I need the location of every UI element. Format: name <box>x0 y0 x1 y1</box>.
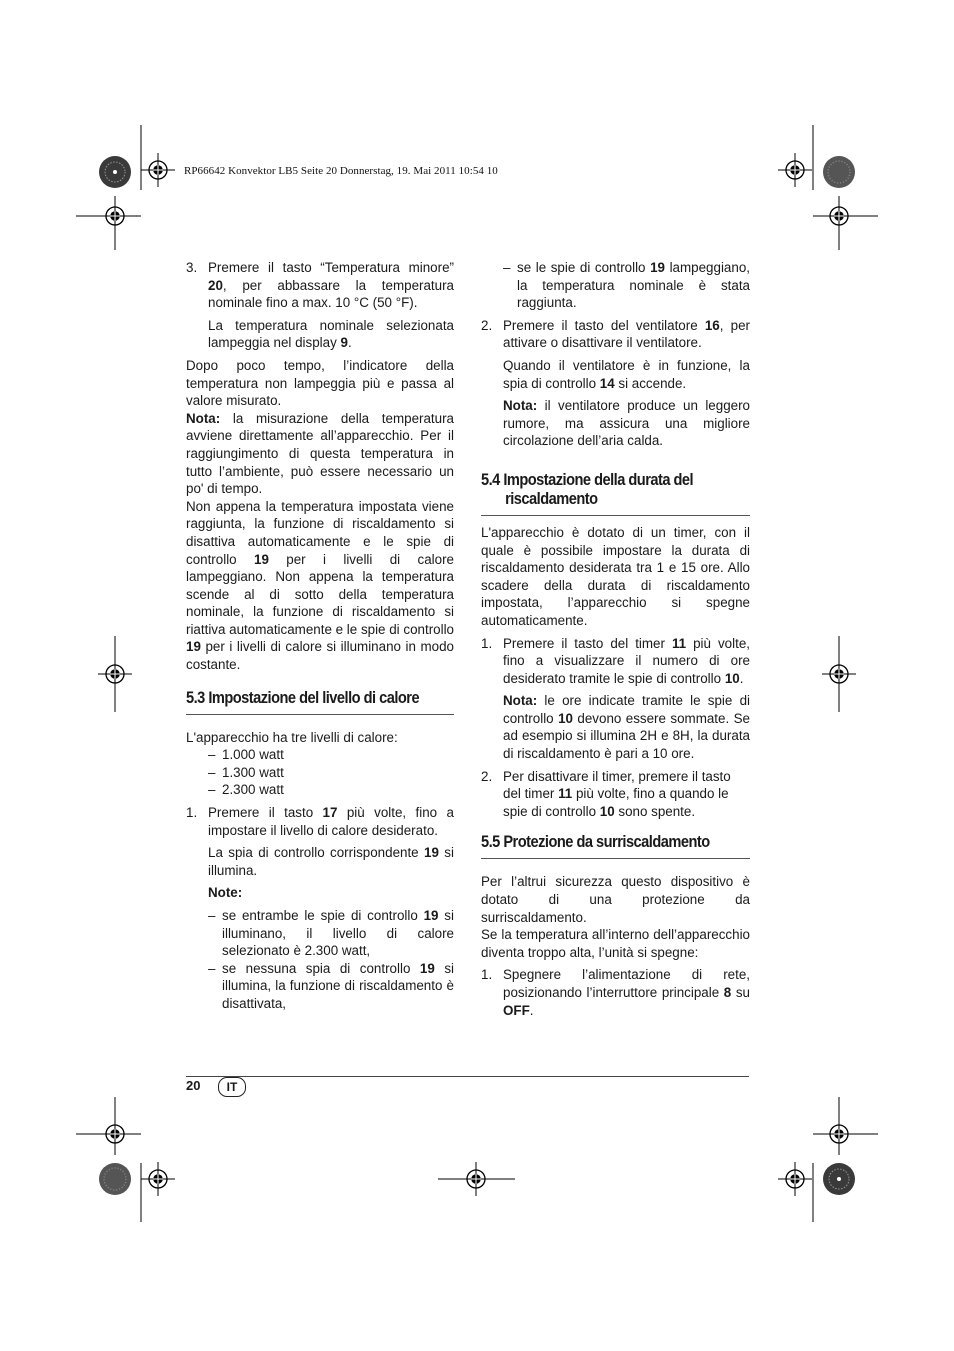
list-item: – 1.000 watt <box>208 747 284 763</box>
heat-levels-list <box>186 746 454 799</box>
print-slug-header: RP66642 Konvektor LB5 Seite 20 Donnerstag, 19. Mai 2011 10:54 10 <box>184 165 498 177</box>
list-item: – 2.300 watt <box>208 782 284 798</box>
list-item: – 1.300 watt <box>208 764 284 780</box>
starburst-bottom-right <box>823 1163 855 1195</box>
section-5-4-heading-wrap <box>481 470 750 516</box>
page-number: 20 <box>186 1078 201 1093</box>
paragraph: L'apparecchio ha tre livelli di calore: <box>186 729 398 745</box>
left-column <box>186 259 454 1013</box>
nota-paragraph: Nota: le ore indicate tramite le spie di controllo 10 devono essere sommate. Se ad esempio si illumina 2H e 8H, la durata di riscaldamento è pari a 10 ore. <box>503 693 751 762</box>
language-badge: IT <box>218 1077 246 1097</box>
starburst-bottom-left <box>99 1163 131 1195</box>
section-heading-line2: riscaldamento <box>505 488 598 508</box>
list-item: – se nessuna spia di controllo 19 si illumina, la funzione di riscaldamento è disattivata, <box>208 960 454 1011</box>
paragraph: Non appena la temperatura impostata viene raggiunta, la funzione di riscaldamento si disattiva automaticamente e le spie di controllo 19 per i livelli di calore lampeggiano. Non appena la temperatura scende al di sotto della temperatura nominale, la funzione di riscaldamento si riattiva automaticamente e le spie di controllo 19 per i livelli di calore si illuminano in modo costante. <box>186 498 455 673</box>
section-5-5-heading-wrap <box>481 832 750 859</box>
paragraph: L'apparecchio è dotato di un timer, con il quale è possibile impostare la durata di riscaldamento desiderata tra 1 e 15 ore. Allo scadere della durata di riscaldamento impostata, l’apparecchio si spegne automaticamente. <box>481 524 750 628</box>
step-2-note: Quando il ventilatore è in funzione, la spia di controllo 14 si accende. <box>503 357 750 391</box>
step-1-note: La spia di controllo corrispondente 19 si illumina. <box>208 845 454 878</box>
step-1: 1. Premere il tasto 17 più volte, fino a impostare il livello di calore desiderato. <box>186 805 454 838</box>
step-2: 2. Premere il tasto del ventilatore 16, per attivare o disattivare il ventilatore. <box>481 317 750 351</box>
section-5-3-heading-wrap <box>186 688 454 715</box>
paragraph: Dopo poco tempo, l’indicatore della temperatura non lampeggia più e passa al valore misurato. <box>186 357 454 409</box>
notes-list <box>186 907 454 1013</box>
right-column <box>481 259 750 1019</box>
step-2: 2. Per disattivare il timer, premere il tasto del timer 11 più volte, fino a quando le spie di controllo 10 sono spente. <box>481 768 731 819</box>
paragraph: Per l’altrui sicurezza questo dispositivo è dotato di una protezione da surriscaldamento. <box>481 874 750 925</box>
note-label: Note: <box>208 885 243 901</box>
step-number: 3. <box>186 260 198 275</box>
step-3: 3. Premere il tasto “Temperatura minore” 20, per abbassare la temperatura nominale fino a max. 10 °C (50 °F). <box>186 260 454 311</box>
starburst-top-right <box>823 156 855 188</box>
list-item: – se le spie di controllo 19 lampeggiano, la temperatura nominale è stata raggiunta. <box>503 260 750 311</box>
section-heading: 5.5 Protezione da surriscaldamento <box>481 832 710 852</box>
step-3-note: La temperatura nominale selezionata lampeggia nel display 9. <box>208 317 454 351</box>
list-item: – se entrambe le spie di controllo 19 si illuminano, il livello di calore selezionato è 2.300 watt, <box>208 908 454 959</box>
section-heading: 5.4 Impostazione della durata del <box>481 469 694 489</box>
paragraph: Se la temperatura all’interno dell’apparecchio diventa troppo alta, l’unità si spegne: <box>481 927 750 960</box>
step-1: 1. Premere il tasto del timer 11 più volte, fino a visualizzare il numero di ore desiderato tramite le spie di controllo 10. <box>481 635 750 686</box>
nota-paragraph: Nota: il ventilatore produce un leggero rumore, ma assicura una migliore circolazione dell’aria calda. <box>503 398 750 449</box>
footer-rule <box>186 1076 749 1077</box>
step-1: 1. Spegnere l’alimentazione di rete, posizionando l’interruttore principale 8 su OFF. <box>481 967 750 1018</box>
starburst-top-left <box>99 156 131 188</box>
nota-paragraph: Nota: la misurazione della temperatura avviene direttamente all’apparecchio. Per il raggiungimento di questa temperatura in tutto l’ambiente, può essere necessario un po' di tempo. <box>186 410 454 497</box>
section-heading: 5.3 Impostazione del livello di calore <box>186 687 420 707</box>
notes-list-continued <box>481 259 750 312</box>
